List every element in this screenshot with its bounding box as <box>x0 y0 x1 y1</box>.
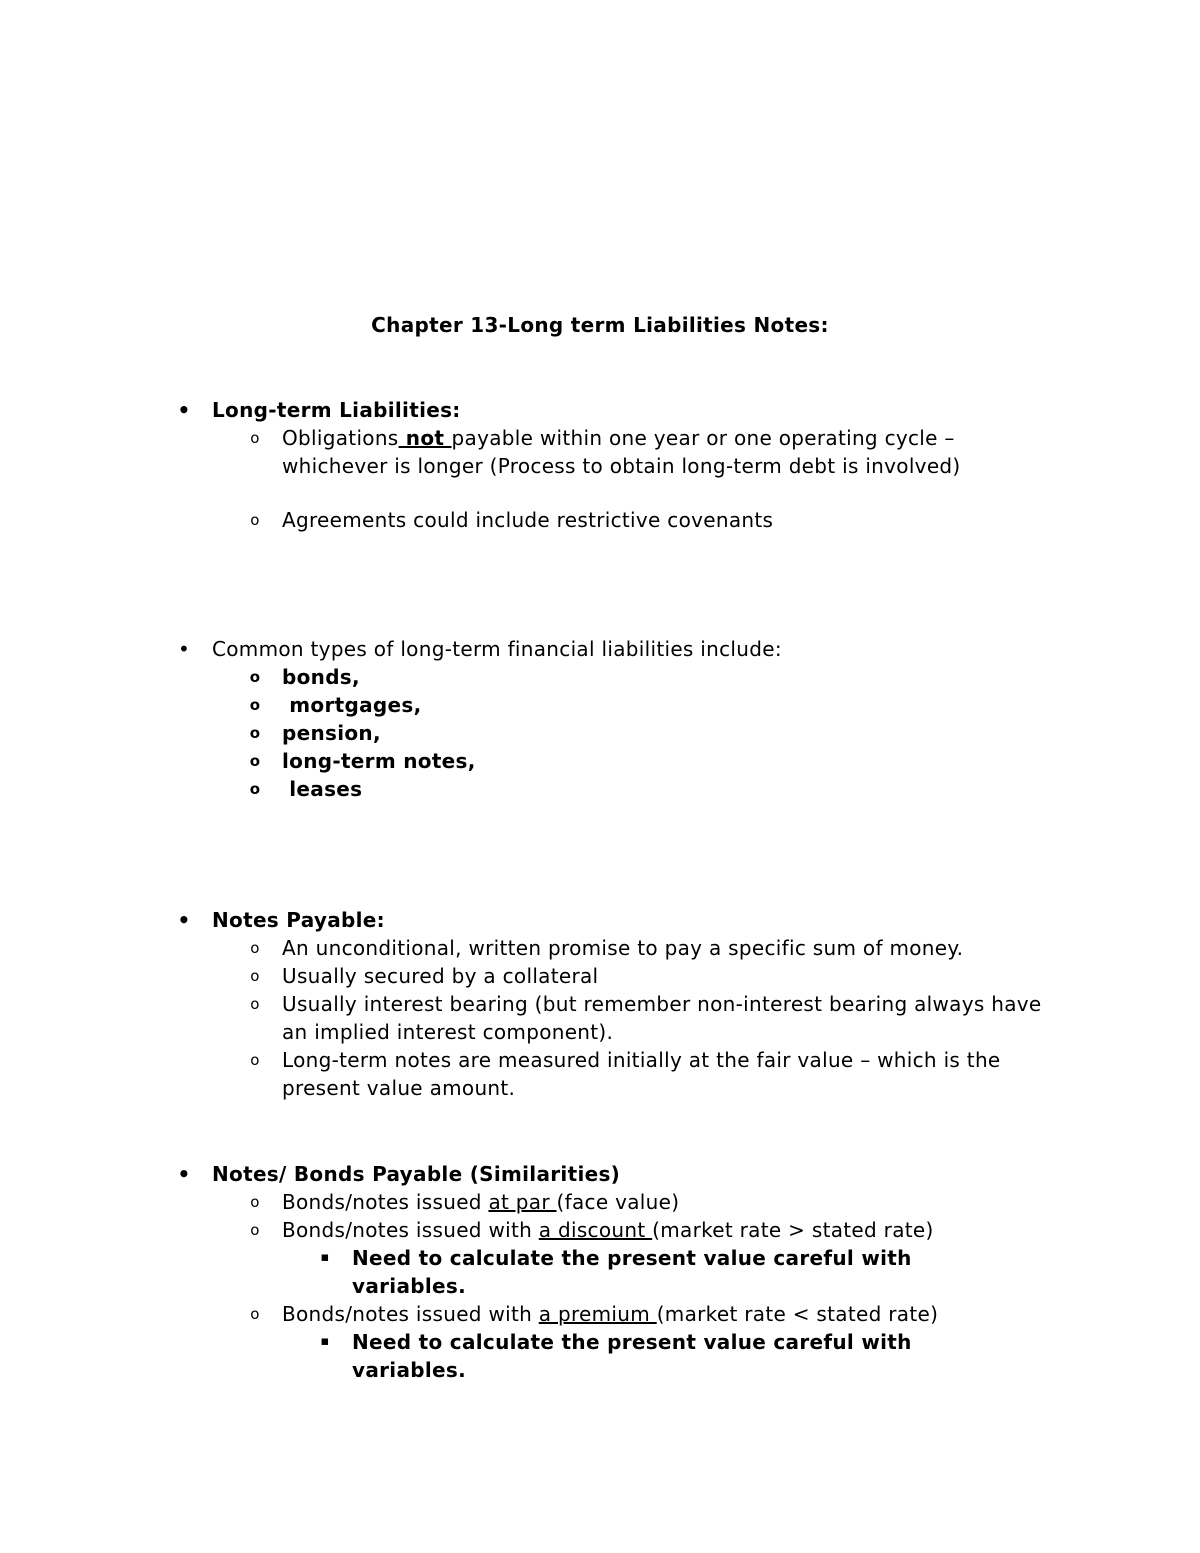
item-text: An unconditional, written promise to pay a specific sum of money. <box>282 936 964 960</box>
item-text: Bonds/notes issued with <box>282 1218 539 1242</box>
circle-bullet-icon: o <box>249 696 261 714</box>
emphasis-text: a premium <box>538 1302 657 1326</box>
section-heading: Notes/ Bonds Payable (Similarities) <box>212 1162 621 1186</box>
list-item <box>0 1046 1042 1102</box>
list-item <box>0 775 1042 803</box>
item-text: Need to calculate the present value careful with variables. <box>352 1330 912 1382</box>
circle-bullet-icon: o <box>250 939 260 957</box>
section-heading: Long-term Liabilities: <box>212 398 461 422</box>
circle-bullet-icon: o <box>249 752 261 770</box>
item-text: Usually secured by a collateral <box>282 964 599 988</box>
section-long-term-liabilities <box>0 396 1200 534</box>
emphasis-text: not <box>398 426 452 450</box>
list-item <box>0 663 1042 691</box>
emphasis-text: at par <box>488 1190 557 1214</box>
disc-bullet-icon: • <box>177 398 191 422</box>
list-item <box>0 691 1042 719</box>
item-text: mortgages, <box>282 693 422 717</box>
circle-bullet-icon: o <box>250 1193 260 1211</box>
list-item <box>0 1188 1042 1216</box>
circle-bullet-icon: o <box>250 1051 260 1069</box>
disc-bullet-icon: • <box>177 637 191 661</box>
emphasis-text: a discount <box>538 1218 653 1242</box>
circle-bullet-icon: o <box>250 1305 260 1323</box>
disc-bullet-icon: • <box>177 1162 191 1186</box>
list-item <box>0 1160 1200 1188</box>
list-item <box>0 719 1042 747</box>
square-bullet-icon: ▪ <box>320 1334 330 1349</box>
circle-bullet-icon: o <box>250 995 260 1013</box>
list-item <box>0 1328 952 1384</box>
page-title: Chapter 13-Long term Liabilities Notes: <box>371 313 829 337</box>
list-item <box>0 506 1042 534</box>
item-text: Agreements could include restrictive covenants <box>282 508 774 532</box>
list-item <box>0 1244 952 1300</box>
list-item <box>0 1216 1042 1244</box>
item-text: Bonds/notes issued <box>282 1190 489 1214</box>
list-item <box>0 990 1042 1046</box>
item-text: Obligations <box>282 426 399 450</box>
disc-bullet-icon: • <box>177 908 191 932</box>
item-text: pension, <box>282 721 381 745</box>
section-heading: Notes Payable: <box>212 908 385 932</box>
list-item <box>0 906 1200 934</box>
list-item <box>0 747 1042 775</box>
circle-bullet-icon: o <box>249 724 261 742</box>
section-notes-payable <box>0 906 1200 1102</box>
item-text: Long-term notes are measured initially at the fair value – which is the present value amount. <box>282 1048 1001 1100</box>
item-text: bonds, <box>282 665 360 689</box>
section-notes-bonds-payable <box>0 1160 1200 1384</box>
circle-bullet-icon: o <box>249 780 261 798</box>
item-text: long-term notes, <box>282 749 476 773</box>
section-common-types <box>0 635 1200 803</box>
item-text: payable within one year or one operating cycle – whichever is longer (Process to obtain long-term debt is involved) <box>282 426 961 478</box>
list-item <box>0 396 1200 424</box>
circle-bullet-icon: o <box>250 429 260 447</box>
item-text: Need to calculate the present value careful with variables. <box>352 1246 912 1298</box>
list-item <box>0 635 1200 663</box>
item-text: (face value) <box>556 1190 680 1214</box>
item-text: Bonds/notes issued with <box>282 1302 539 1326</box>
circle-bullet-icon: o <box>250 511 260 529</box>
circle-bullet-icon: o <box>250 967 260 985</box>
list-item <box>0 424 1042 480</box>
list-item <box>0 934 1042 962</box>
list-item <box>0 1300 1042 1328</box>
square-bullet-icon: ▪ <box>320 1250 330 1265</box>
item-text: leases <box>282 777 363 801</box>
item-text: Usually interest bearing (but remember non-interest bearing always have an implied interest component). <box>282 992 1042 1044</box>
item-text: (market rate < stated rate) <box>656 1302 939 1326</box>
item-text: (market rate > stated rate) <box>652 1218 934 1242</box>
circle-bullet-icon: o <box>249 668 261 686</box>
list-item <box>0 962 1042 990</box>
section-heading: Common types of long-term financial liabilities include: <box>212 637 782 661</box>
circle-bullet-icon: o <box>250 1221 260 1239</box>
